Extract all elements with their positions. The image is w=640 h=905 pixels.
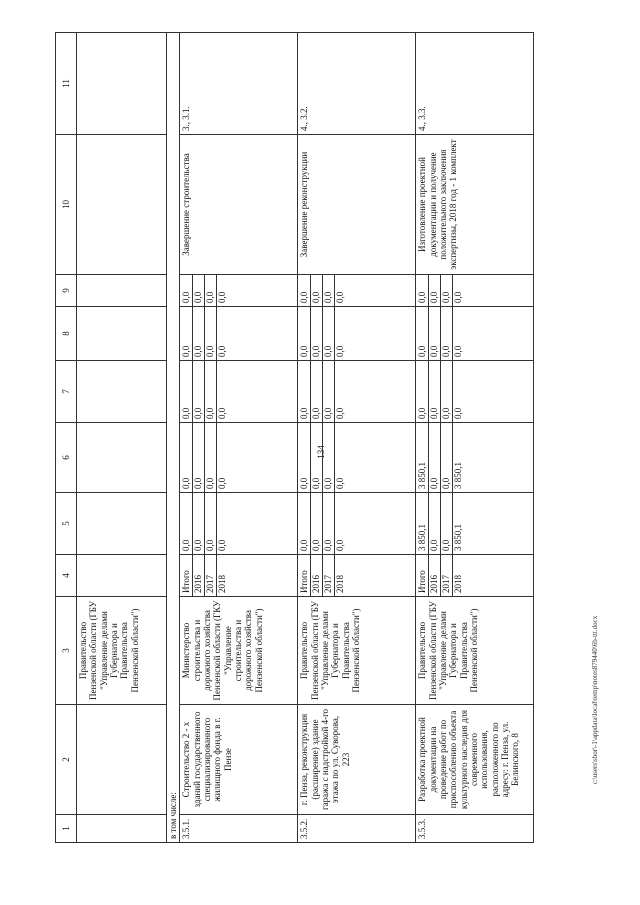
value-cell: 0,0 xyxy=(181,361,193,422)
year-label: 2016 xyxy=(193,555,205,596)
value-cell: 0,0 xyxy=(217,291,228,303)
row-values-c7 xyxy=(416,361,534,423)
year-label: 2018 xyxy=(453,575,464,593)
value-cell: 0,0 xyxy=(193,307,205,360)
row-values-c9 xyxy=(180,275,298,307)
col-header-7: 7 xyxy=(56,361,77,423)
value-cell: 0,0 xyxy=(193,361,205,422)
row-reference: 4., 3.2. xyxy=(298,33,416,135)
year-label: 2017 xyxy=(441,555,453,596)
row-values-c5 xyxy=(180,493,298,555)
value-cell: 0,0 xyxy=(441,275,453,306)
value-cell: 0,0 xyxy=(441,493,453,554)
value-cell: 0,0 xyxy=(193,423,205,492)
value-cell: 0,0 xyxy=(217,345,228,357)
col-header-4: 4 xyxy=(56,555,77,597)
value-cell: 0,0 xyxy=(335,477,346,489)
value-cell: 0,0 xyxy=(217,407,228,419)
row-number: 3.5.1. xyxy=(180,815,298,843)
year-label: 2018 xyxy=(335,575,346,593)
value-cell: 0,0 xyxy=(217,539,228,551)
row-values-c7 xyxy=(180,361,298,423)
year-label: Итого xyxy=(417,555,429,596)
value-cell: 0,0 xyxy=(441,307,453,360)
value-cell: 0,0 xyxy=(299,493,311,554)
row-result: Изготовление проектной документации и получение положительного заключения экспертизы, 2018 год - 1 комплект xyxy=(416,135,534,275)
row-values-c5 xyxy=(416,493,534,555)
value-cell: 0,0 xyxy=(181,275,193,306)
value-cell: 0,0 xyxy=(335,345,346,357)
value-cell: 0,0 xyxy=(441,361,453,422)
value-cell: 3 850,1 xyxy=(453,524,464,551)
year-label: Итого xyxy=(299,555,311,596)
row-years xyxy=(416,555,534,597)
row-years xyxy=(180,555,298,597)
value-cell: 0,0 xyxy=(193,275,205,306)
value-cell: 0,0 xyxy=(299,307,311,360)
row-number: 3.5.3. xyxy=(416,815,534,843)
column-number-row xyxy=(56,33,77,843)
value-cell: 3 850,1 xyxy=(417,493,429,554)
row-values-c7 xyxy=(298,361,416,423)
value-cell: 0,0 xyxy=(311,361,323,422)
section-label-row xyxy=(167,33,180,843)
col-header-1: 1 xyxy=(56,815,77,843)
program-table xyxy=(55,32,534,843)
value-cell: 0,0 xyxy=(335,407,346,419)
value-cell: 0,0 xyxy=(205,307,217,360)
col-header-5: 5 xyxy=(56,493,77,555)
value-cell: 0,0 xyxy=(323,493,335,554)
value-cell: 0,0 xyxy=(453,291,464,303)
col-header-8: 8 xyxy=(56,307,77,361)
value-cell: 0,0 xyxy=(299,275,311,306)
rotated-table-container xyxy=(55,33,575,843)
row-years xyxy=(298,555,416,597)
section-label: в том числе: xyxy=(167,33,180,843)
table-row xyxy=(416,33,534,843)
value-cell: 0,0 xyxy=(181,307,193,360)
row-result: Завершение строительства xyxy=(180,135,298,275)
row-values-c8 xyxy=(416,307,534,361)
value-cell: 0,0 xyxy=(205,361,217,422)
value-cell: 0,0 xyxy=(181,423,193,492)
row-executor: Правительство Пензенской области (ГБУ "Управление делами Губернатора и Правительства Пензенской области") xyxy=(298,597,416,705)
value-cell: 0,0 xyxy=(311,493,323,554)
row-reference: 4., 3.3. xyxy=(416,33,534,135)
row-values-c6 xyxy=(298,423,416,493)
row-executor: Министерство строительства и дорожного хозяйства Пензенской области (ГКУ "Управление строительства и дорожного хозяйства Пензенской области") xyxy=(180,597,298,705)
year-label: 2018 xyxy=(217,575,228,593)
page-number: 134 xyxy=(316,445,326,459)
row-values-c5 xyxy=(298,493,416,555)
value-cell: 0,0 xyxy=(429,307,441,360)
row-values-c9 xyxy=(416,275,534,307)
table-row xyxy=(180,33,298,843)
value-cell: 0,0 xyxy=(429,493,441,554)
value-cell: 0,0 xyxy=(311,275,323,306)
year-label: 2017 xyxy=(205,555,217,596)
value-cell: 0,0 xyxy=(299,361,311,422)
footer-file-path: c:\users\sbor\-1\appdata\local\temp\notes879440\6b-ttt.docx xyxy=(591,615,599,785)
value-cell: 0,0 xyxy=(441,423,453,492)
col-header-11: 11 xyxy=(56,33,77,135)
value-cell: 0,0 xyxy=(323,275,335,306)
row-values-c6 xyxy=(416,423,534,493)
row-name: г. Пенза, реконструкция (расширение) здание гаража с надстройкой 4-го этажа по ул. Суворова, 223 xyxy=(298,705,416,815)
table-row xyxy=(298,33,416,843)
value-cell: 0,0 xyxy=(323,423,335,492)
year-label: 2016 xyxy=(311,555,323,596)
table-row-top xyxy=(77,33,167,843)
value-cell: 0,0 xyxy=(335,539,346,551)
row-name: Разработка проектной документации на проведение работ по приспособлению объекта культурного наследия для современного использования, расположенного по адресу: г. Пенза, ул. Белинского, 8 xyxy=(416,705,534,815)
value-cell: 3 850,1 xyxy=(453,462,464,489)
row-values-c8 xyxy=(180,307,298,361)
col-header-3: 3 xyxy=(56,597,77,705)
value-cell: 0,0 xyxy=(205,493,217,554)
row-values-c8 xyxy=(298,307,416,361)
value-cell: 0,0 xyxy=(429,361,441,422)
executor-cell: Правительство Пензенской области (ГБУ "Управление делами Губернатора и Правительства Пензенской области") xyxy=(77,597,167,705)
row-result: Завершение реконструкции xyxy=(298,135,416,275)
value-cell: 0,0 xyxy=(193,493,205,554)
year-label: 2016 xyxy=(429,555,441,596)
col-header-6: 6 xyxy=(56,423,77,493)
row-name: Строительство 2 - х зданий государственного специализированного жилищного фонда в г. Пензе xyxy=(180,705,298,815)
value-cell: 0,0 xyxy=(311,423,323,492)
col-header-9: 9 xyxy=(56,275,77,307)
value-cell: 0,0 xyxy=(417,275,429,306)
value-cell: 0,0 xyxy=(205,275,217,306)
col-header-2: 2 xyxy=(56,705,77,815)
year-label: Итого xyxy=(181,555,193,596)
value-cell: 0,0 xyxy=(205,423,217,492)
value-cell: 0,0 xyxy=(217,477,228,489)
row-values-c6 xyxy=(180,423,298,493)
value-cell: 0,0 xyxy=(323,307,335,360)
value-cell: 3 850,1 xyxy=(417,423,429,492)
year-label: 2017 xyxy=(323,555,335,596)
value-cell: 0,0 xyxy=(453,345,464,357)
col-header-10: 10 xyxy=(56,135,77,275)
value-cell: 0,0 xyxy=(323,361,335,422)
value-cell: 0,0 xyxy=(429,423,441,492)
value-cell: 0,0 xyxy=(335,291,346,303)
value-cell: 0,0 xyxy=(429,275,441,306)
row-executor: Правительство Пензенской области (ГБУ "Управление делами Губернатора и Правительства Пензенской области") xyxy=(416,597,534,705)
value-cell: 0,0 xyxy=(453,407,464,419)
value-cell: 0,0 xyxy=(181,493,193,554)
value-cell: 0,0 xyxy=(299,423,311,492)
row-number: 3.5.2. xyxy=(298,815,416,843)
row-values-c9 xyxy=(298,275,416,307)
row-reference: 3., 3.1. xyxy=(180,33,298,135)
value-cell: 0,0 xyxy=(417,361,429,422)
value-cell: 0,0 xyxy=(417,307,429,360)
value-cell: 0,0 xyxy=(311,307,323,360)
